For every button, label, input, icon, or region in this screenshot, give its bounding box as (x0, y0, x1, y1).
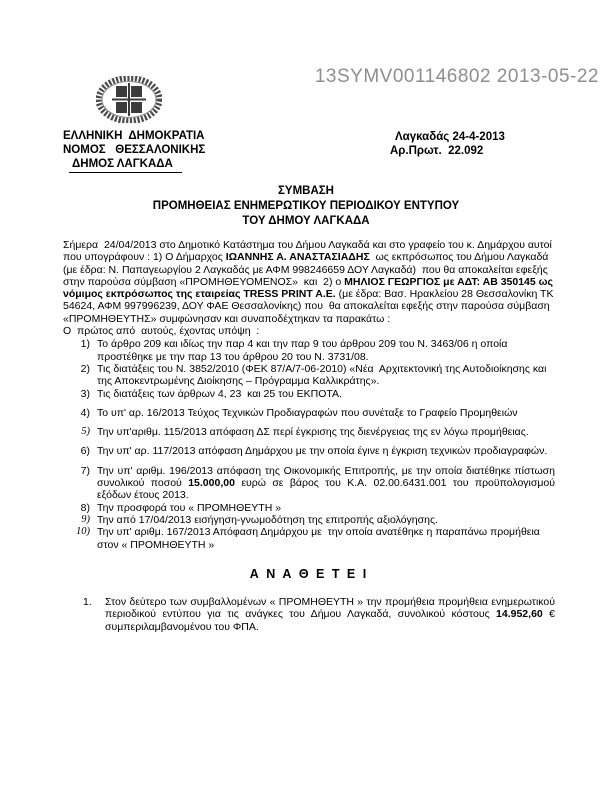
title-line-1: ΣΥΜΒΑΣΗ (278, 185, 334, 197)
assigns-heading: Α Ν Α Θ Ε Τ Ε Ι (249, 566, 369, 581)
item-text: Την από 17/04/2013 εισήγηση-γνωμοδότηση της επιτροπής αξιολόγησης. (97, 513, 438, 526)
assignment-item (83, 596, 555, 633)
consideration-item (63, 363, 555, 388)
authority-line-3: ΔΗΜΟΣ ΛΑΓΚΑΔΑ (69, 158, 182, 174)
item-text: Τις διατάξεις των άρθρων 4, 23 και 25 του ΕΚΠΟΤΑ. (97, 387, 342, 400)
item-number: 7) (80, 464, 90, 477)
item-text: Στον δεύτερο των συμβαλλομένων « ΠΡΟΜΗΘΕΥΤΗ » την προμήθεια προμήθεια ενημερωτικού περιοδικού εντύπου για τις ανάγκες του Δήμου Λαγκαδά, συνολικού κόστους 14.952,60 € συμπεριλαμβανομένου του ΦΠΑ. (105, 596, 555, 633)
item-text: Την προσφορά του « ΠΡΟΜΗΘΕΥΤΗ » (97, 501, 282, 514)
procurement-reference-code: 13SYMV001146802 2013-05-22 (314, 66, 599, 87)
title-line-2: ΠΡΟΜΗΘΕΙΑΣ ΕΝΗΜΕΡΩΤΙΚΟΥ ΠΕΡΙΟΔΙΚΟΥ ΕΝΤΥΠΟΥ (152, 200, 460, 212)
item-number: 4) (80, 406, 90, 419)
item-text: Το υπ' αρ. 16/2013 Τεύχος Τεχνικών Προδιαγραφών που συνέταξε το Γραφείο Προμηθειών (97, 406, 518, 419)
considerations-list (63, 338, 555, 550)
title-line-3: ΤΟΥ ΔΗΜΟΥ ΛΑΓΚΑΔΑ (242, 215, 370, 227)
item-text: Το άρθρο 209 και ιδίως την παρ 4 και την παρ 9 του άρθρου 209 του Ν. 3463/06 η οποία προστέθηκε με την παρ 13 του άρθρου 20 του Ν. 3731/08. (97, 338, 511, 363)
item-text: Την υπ'αριθμ. 115/2013 απόφαση ΔΣ περί έγκρισης της διενέργειας της εν λόγω προμήθειας. (97, 426, 529, 439)
consideration-item (63, 502, 555, 514)
consideration-item (63, 445, 555, 457)
item-number: 8) (80, 501, 90, 514)
consideration-item (63, 514, 555, 526)
header-authority-block (63, 76, 205, 173)
consideration-item (63, 426, 555, 438)
item-text: Την υπ' αριθμ. 196/2013 απόφαση της Οικονομικής Επιτροπής, με την οποία διατέθηκε πίστωση συνολικού ποσού 15.000,00 ευρώ σε βάρος του Κ.Α. 02.00.6431.001 του προϋπολογισμού εξόδων έτους 2013. (97, 464, 555, 502)
municipal-emblem-logo (96, 76, 162, 123)
assignment-list (63, 596, 555, 633)
header-protocol-block (390, 131, 505, 159)
authority-line-2: ΝΟΜΟΣ ΘΕΣΣΑΛΟΝΙΚΗΣ (63, 143, 206, 156)
authority-line-1: ΕΛΛΗΝΙΚΗ ΔΗΜΟΚΡΑΤΙΑ (63, 130, 205, 142)
document-body (63, 239, 555, 633)
document-title (0, 184, 612, 229)
item-text: Τις διατάξεις του Ν. 3852/2010 (ΦΕΚ 87/Α/7-06-2010) «Νέα Αρχιτεκτονική της Αυτοδιοίκησης και της Αποκεντρωμένης Διοίκησης – Πρόγραμμα Καλλικράτης». (97, 362, 550, 388)
consideration-item (63, 338, 555, 363)
intro-paragraph: Σήμερα 24/04/2013 στο Δημοτικό Κατάστημα του Δήμου Λαγκαδά και στο γραφείο του κ. Δημάρχου αυτοί που υπογράφουν : 1) Ο Δήμαρχος ΙΩΑΝΝΗΣ Α. ΑΝΑΣΤΑΣΙΑΔΗΣ ως εκπρόσωπος του Δήμου Λαγκαδά (με έδρα: Ν. Παπαγεωργίου 2 Λαγκαδάς με ΑΦΜ 998246659 ΔΟΥ Λαγκαδά) που θα αποκαλείται εφεξής στην παρούσα σύμβαση «ΠΡΟΜΗΘΕΥΟΜΕΝΟΣ» και 2) ο ΜΗΛΙΟΣ ΓΕΩΡΓΙΟΣ με ΑΔΤ: ΑΒ 350145 ως νόμιμος εκπρόσωπος της εταιρείας TRESS PRINT A.E. (με έδρα: Βασ. Ηρακλείου 28 Θεσσαλονίκη ΤΚ 54624, ΑΦΜ 997996239, ΔΟΥ ΦΑΕ Θεσσαλονίκης) που θα αποκαλείται εφεξής στην παρούσα σύμβαση «ΠΡΟΜΗΘΕΥΤΗΣ» συμφώνησαν και συναποδέχτηκαν τα παρακάτω : (63, 239, 557, 325)
item-number: 5) (81, 426, 90, 438)
item-number: 1) (80, 338, 90, 351)
item-number: 9) (81, 513, 90, 525)
consideration-item (63, 388, 555, 400)
item-number: 1. (83, 596, 92, 609)
item-text: Την υπ' αριθμ. 167/2013 Απόφαση Δημάρχου με την οποία ανατέθηκε η παραπάνω προμήθεια στον « ΠΡΟΜΗΘΕΥΤΗ » (97, 526, 543, 551)
place-and-date: Λαγκαδάς 24-4-2013 (395, 131, 505, 143)
consideration-item (63, 526, 555, 551)
protocol-number: Αρ.Πρωτ. 22.092 (390, 144, 484, 157)
item-number: 3) (80, 387, 90, 400)
having-regard-line: Ο πρώτος από αυτούς, έχοντας υπόψη : (63, 325, 260, 338)
item-number: 2) (80, 362, 90, 375)
item-number: 6) (80, 445, 90, 458)
consideration-item (63, 465, 555, 502)
item-text: Την υπ' αρ. 117/2013 απόφαση Δημάρχου με την οποία έγινε η έγκριση τεχνικών προδιαγραφών. (97, 445, 548, 458)
consideration-item (63, 407, 555, 419)
item-number: 10) (76, 526, 90, 538)
